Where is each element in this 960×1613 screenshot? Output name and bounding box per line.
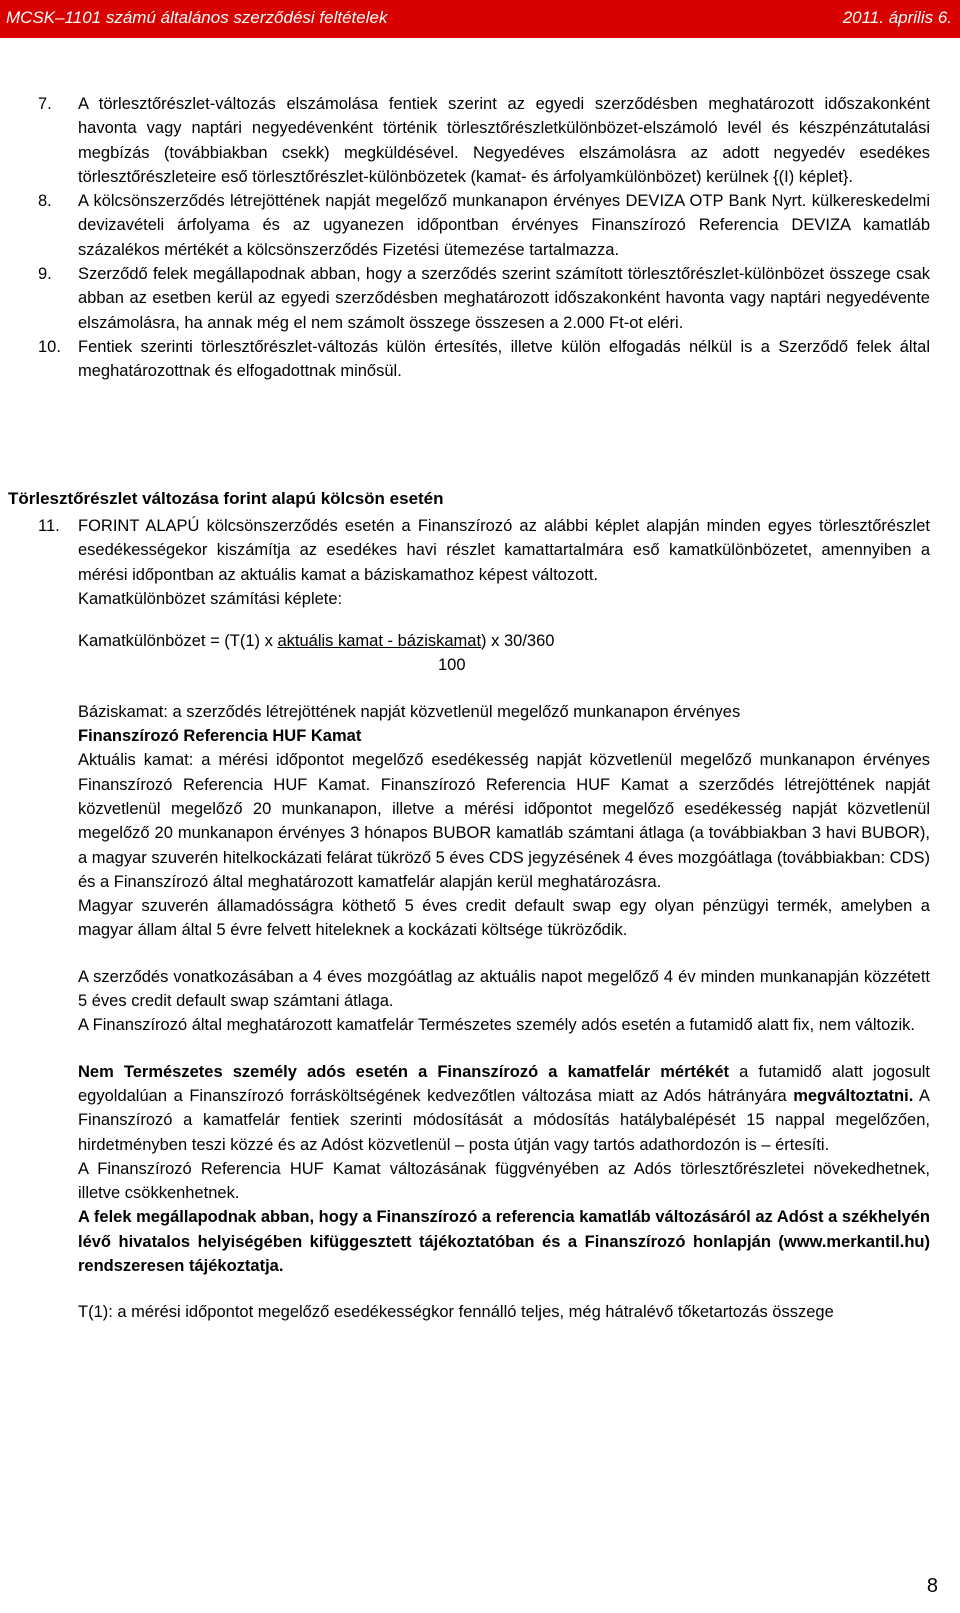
formula-suffix: ) x 30/360 bbox=[481, 632, 555, 651]
kamatfelar-fix-paragraph: A Finanszírozó által meghatározott kamatfelár Természetes személy adós esetén a futamidő alatt fix, nem változik. bbox=[78, 1016, 916, 1035]
section-body bbox=[38, 514, 931, 1325]
section-heading: Törlesztőrészlet változása forint alapú kölcsön esetén bbox=[8, 489, 444, 508]
item-7 bbox=[38, 92, 930, 189]
referencia-valtozas-paragraph: A Finanszírozó Referencia HUF Kamat változásának függvényében az Adós törlesztőrészletei növekedhetnek, illetve csökkenhetnek. bbox=[78, 1159, 930, 1203]
baziskamat-definition: Báziskamat: a szerződés létrejöttének napját közvetlenül megelőző munkanapon érvényes bbox=[78, 702, 741, 721]
formula-prefix: Kamatkülönbözet = (T(1) x bbox=[78, 632, 278, 651]
document-date: 2011. április 6. bbox=[842, 8, 952, 27]
nem-termeszetes-bold: Nem Természetes személy adós esetén a Finanszírozó a kamatfelár mértékét bbox=[78, 1062, 730, 1081]
item-text: Fentiek szerinti törlesztőrészlet-változás külön értesítés, illetve külön elfogadás nélkül is a Szerződő felek által meghatározottnak és elfogadottnak minősül. bbox=[78, 337, 930, 381]
item-11 bbox=[38, 514, 930, 587]
megvaltoztatni-bold: megváltoztatni. bbox=[793, 1086, 914, 1105]
item-text: A kölcsönszerződés létrejöttének napját megelőző munkanapon érvényes DEVIZA OTP Bank Nyrt. külkereskedelmi devizavételi árfolyama és az ugyanezen időpontban érvényes Finanszírozó Referencia DEVIZA kamatláb százalékos mértékét a kölcsönszerződés Fizetési ütemezése tartalmazza. bbox=[78, 192, 930, 259]
item-9 bbox=[38, 262, 930, 335]
page-number: 8 bbox=[926, 1575, 938, 1597]
modositas-text: A Finanszírozó a kamatfelár fentiek szerinti módosítását a módosítás hatálybalépését 15 nappal megelőzően, hirdetményben teszi közzé és az Adóst közvetlenül – posta útján vagy tartós adathordozón is – értesíti. bbox=[78, 1086, 930, 1154]
mozgoatlag-paragraph: A szerződés vonatkozásában a 4 éves mozgóátlag az aktuális napot megelőző 4 év minden munkanapján közzétett 5 éves credit default swap számtani átlaga. bbox=[78, 967, 930, 1011]
baziskamat-bold: Finanszírozó Referencia HUF Kamat bbox=[78, 727, 362, 746]
t1-definition: T(1): a mérési időpontot megelőző esedékességkor fennálló teljes, még hátralévő tőketartozás összege bbox=[78, 1303, 834, 1322]
item-text: Szerződő felek megállapodnak abban, hogy a szerződés szerint számított törlesztőrészlet-különbözet összege csak abban az esetben kerül az egyedi szerződésben meghatározott időszakonként havonta vagy naptári negyedévente elszámolásra, ha annak még el nem számolt összege összesen a 2.000 Ft-ot eléri. bbox=[78, 265, 930, 332]
nem-termeszetes-paragraph bbox=[78, 1060, 930, 1157]
nem-termeszetes-text: a futamidő alatt jogosult egyoldalúan a Finanszírozó forrásköltségének kedvezőtlen változása miatt az Adós hátrányára bbox=[78, 1062, 930, 1105]
numbered-items bbox=[38, 92, 930, 384]
aktualis-kamat-definition: Aktuális kamat: a mérési időpontot megelőző esedékesség napját közvetlenül megelőző munkanapon érvényes Finanszírozó Referencia HUF Kamat. Finanszírozó Referencia HUF Kamat a szerződés létrejöttének napját közvetlenül megelőző 20 munkanapon, illetve a mérési időpontot megelőző esedékesség napját közvetlenül megelőző 20 munkanapon érvényes 3 hónapos BUBOR kamatláb számtani átlaga (a továbbiakban 3 havi BUBOR), a magyar szuverén hitelkockázati felárat tükröző 5 éves CDS jegyzésének 4 éves mozgóátlaga (továbbiakban: CDS) és a Finanszírozó által meghatározott kamatfelár alapján kerül meghatározásra. bbox=[78, 751, 931, 891]
item-text: FORINT ALAPÚ kölcsönszerződés esetén a Finanszírozó az alábbi képlet alapján minden egyes törlesztőrészlet esedékességekor kiszámítja az esedékes havi részlet kamattartalmára eső kamatkülönbözetet, amennyiben a mérési időpontban az aktuális kamat a báziskamathoz képest változott. bbox=[78, 517, 930, 584]
item-number: 7. bbox=[38, 95, 52, 113]
document-title: MCSK–1101 számú általános szerződési feltételek bbox=[6, 8, 388, 27]
item-10 bbox=[38, 335, 930, 384]
formula bbox=[78, 629, 930, 653]
tajekoztatas-paragraph: A felek megállapodnak abban, hogy a Finanszírozó a referencia kamatláb változásáról az Adóst a székhelyén lévő hivatalos helyiségében kifüggesztett tájékoztatóban és a Finanszírozó honlapján (www.merkantil.hu) rendszeresen tájékoztatja. bbox=[78, 1208, 930, 1276]
item-number: 10. bbox=[38, 337, 61, 356]
cds-definition: Magyar szuverén államadósságra köthető 5 éves credit default swap egy olyan pénzügyi termék, amelyben a magyar állam által 5 évre felvett hiteleknek a kockázati költsége tükröződik. bbox=[78, 897, 930, 940]
formula-intro: Kamatkülönbözet számítási képlete: bbox=[78, 589, 343, 608]
formula-numerator: aktuális kamat - báziskamat bbox=[277, 632, 482, 651]
item-number: 8. bbox=[38, 192, 52, 211]
item-number: 11. bbox=[38, 517, 60, 535]
item-8 bbox=[38, 189, 930, 262]
item-text: A törlesztőrészlet-változás elszámolása fentiek szerint az egyedi szerződésben meghatározott időszakonként havonta vagy naptári negyedévenként történik törlesztőrészletkülönbözet-elszámoló levél és készpénzátutalási megbízás (továbbiakban csekk) megküldésével. Negyedéves elszámolásra az adott negyedév esedékes törlesztőrészleteire eső törlesztőrészlet-különbözetek (kamat- és árfolyamkülönbözet) kerülnek {(I) képlet}. bbox=[78, 95, 930, 186]
item-number: 9. bbox=[38, 265, 52, 284]
formula-denominator: 100 bbox=[438, 656, 466, 675]
page-header bbox=[0, 0, 960, 38]
